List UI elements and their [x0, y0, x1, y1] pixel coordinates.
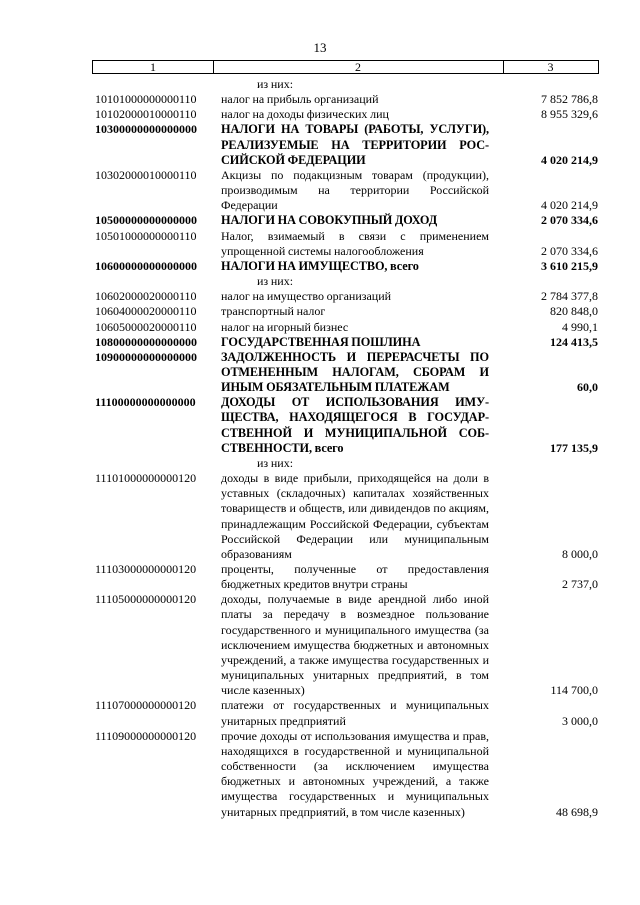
revenue-item-name: НАЛОГИ НА ИМУЩЕСТВО, всего — [221, 258, 419, 273]
revenue-item-name: из них: — [257, 77, 294, 91]
table-row — [0, 107, 640, 122]
table-row — [0, 335, 640, 350]
page-number: 13 — [313, 40, 327, 55]
table-row — [0, 122, 640, 167]
amount-value: 48 698,9 — [556, 804, 598, 819]
revenue-item-name: из них: — [257, 455, 294, 470]
table-row — [0, 92, 640, 107]
amount-value: 7 852 786,8 — [541, 92, 598, 107]
revenue-item-name: НАЛОГИ НА ТОВАРЫ (РАБОТЫ, УСЛУГИ), РЕАЛИЗУЕМЫЕ НА ТЕРРИТОРИИ РОС-СИЙСКОЙ ФЕДЕРАЦИИ — [221, 122, 489, 167]
revenue-item-name: налог на прибыль организаций — [221, 92, 379, 107]
amount-value: 3 610 215,9 — [541, 258, 598, 273]
column-header-1: 1 — [93, 61, 214, 73]
table-row — [0, 562, 640, 592]
revenue-item-name: ГОСУДАРСТВЕННАЯ ПОШЛИНА — [221, 334, 421, 349]
amount-value: 4 990,1 — [562, 319, 598, 334]
revenue-item-name: налог на доходы физических лиц — [221, 107, 389, 122]
classification-code: 10604000020000110 — [95, 304, 197, 319]
revenue-item-name: прочие доходы от использования имущества и прав, находящихся в государственной и муниципальной собственности (за исключением имущества бюджетных и автономных учреждений, а также имущества государственных и муниципальных унитарных предприятий, в том числе казенных) — [221, 728, 489, 819]
classification-code: 10501000000000110 — [95, 228, 197, 243]
table-row — [0, 592, 640, 698]
revenue-item-name: доходы, получаемые в виде арендной либо иной платы за передачу в возмездное пользование государственного и муниципального имущества (за исключением имущества бюджетных и автономных учреждений, а также имущества государственных и муниципальных унитарных предприятий, в том числе казенных) — [221, 592, 489, 698]
table-row — [0, 259, 640, 274]
revenue-item-name: налог на имущество организаций — [221, 289, 392, 304]
amount-value: 177 135,9 — [550, 440, 598, 455]
amount-value: 820 848,0 — [550, 304, 598, 319]
table-row — [0, 320, 640, 335]
classification-code: 10600000000000000 — [95, 258, 197, 273]
revenue-item-name: проценты, полученные от предоставления бюджетных кредитов внутри страны — [221, 562, 489, 592]
amount-value: 124 413,5 — [550, 334, 598, 349]
classification-code: 10302000010000110 — [95, 167, 197, 182]
table-row — [0, 213, 640, 228]
revenue-item-name: доходы в виде прибыли, приходящейся на доли в уставных (складочных) капиталах хозяйственных товариществ и обществ, или дивидендов по акциям, принадлежащим Российской Федерации, субъектам Российской Федерации или муниципальным образованиям — [221, 471, 489, 561]
table-row — [0, 168, 640, 213]
classification-code: 10500000000000000 — [95, 213, 197, 228]
column-header-row — [92, 60, 599, 74]
revenue-item-name: транспортный налог — [221, 304, 326, 319]
table-row — [0, 274, 640, 289]
table-row — [0, 471, 640, 562]
column-header-2: 2 — [213, 61, 504, 73]
table-row — [0, 77, 640, 92]
classification-code: 10602000020000110 — [95, 289, 197, 304]
amount-value: 3 000,0 — [562, 713, 598, 728]
amount-value: 60,0 — [577, 380, 598, 395]
table-row — [0, 350, 640, 395]
classification-code: 11101000000000120 — [95, 471, 197, 486]
classification-code: 11103000000000120 — [95, 562, 197, 576]
revenue-item-name: Акцизы по подакцизным товарам (продукции), производимым на территории Российской Федерации — [221, 167, 489, 213]
amount-value: 2 070 334,6 — [541, 213, 598, 228]
table-row — [0, 304, 640, 319]
classification-code: 10605000020000110 — [95, 319, 197, 334]
classification-code: 10800000000000000 — [95, 334, 197, 349]
classification-code: 10102000010000110 — [95, 107, 197, 122]
table-row — [0, 729, 640, 820]
table-row — [0, 698, 640, 728]
revenue-item-name: Налог, взимаемый в связи с применением упрощенной системы налогообложения — [221, 228, 489, 258]
amount-value: 2 784 377,8 — [541, 289, 598, 304]
amount-value: 8 955 329,6 — [541, 107, 598, 122]
amount-value: 2 737,0 — [562, 577, 598, 592]
revenue-item-name: платежи от государственных и муниципальных унитарных предприятий — [221, 698, 489, 728]
revenue-item-name: из них: — [257, 274, 294, 289]
revenue-item-name: налог на игорный бизнес — [221, 319, 349, 334]
revenue-item-name: ДОХОДЫ ОТ ИСПОЛЬЗОВАНИЯ ИМУ-ЩЕСТВА, НАХОДЯЩЕГОСЯ В ГОСУДАР-СТВЕННОЙ И МУНИЦИПАЛЬНОЙ СОБ-СТВЕННОСТИ, всего — [221, 395, 489, 455]
table-row — [0, 395, 640, 456]
budget-table-body — [0, 77, 640, 820]
amount-value: 8 000,0 — [562, 546, 598, 561]
amount-value: 114 700,0 — [550, 683, 598, 698]
classification-code: 10900000000000000 — [95, 349, 197, 364]
classification-code: 11100000000000000 — [95, 395, 196, 410]
classification-code: 10300000000000000 — [95, 122, 197, 137]
amount-value: 4 020 214,9 — [541, 198, 598, 213]
table-row — [0, 456, 640, 471]
table-row — [0, 229, 640, 259]
classification-code: 11105000000000120 — [95, 592, 197, 607]
table-row — [0, 289, 640, 304]
amount-value: 2 070 334,6 — [541, 243, 598, 258]
revenue-item-name: ЗАДОЛЖЕННОСТЬ И ПЕРЕРАСЧЕТЫ ПО ОТМЕНЕННЫМ НАЛОГАМ, СБОРАМ И ИНЫМ ОБЯЗАТЕЛЬНЫМ ПЛАТЕЖАМ — [221, 349, 489, 395]
column-header-3: 3 — [547, 60, 554, 74]
revenue-item-name: НАЛОГИ НА СОВОКУПНЫЙ ДОХОД — [221, 213, 438, 228]
classification-code: 10101000000000110 — [95, 92, 197, 107]
classification-code: 11107000000000120 — [95, 698, 197, 713]
amount-value: 4 020 214,9 — [541, 152, 598, 167]
classification-code: 11109000000000120 — [95, 728, 197, 743]
